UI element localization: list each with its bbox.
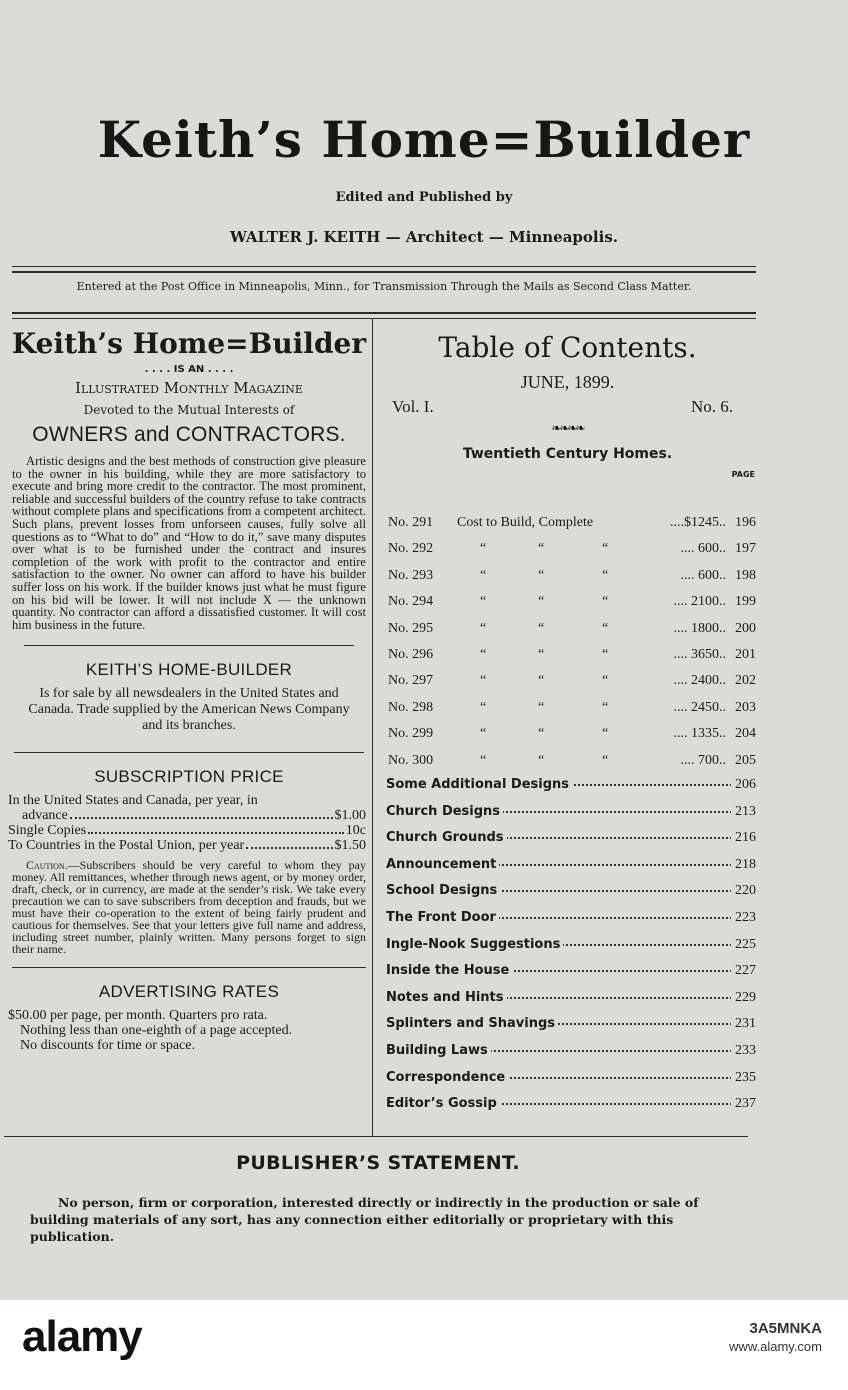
toc-entry-page: 218	[731, 857, 756, 873]
column-divider	[372, 318, 373, 1136]
ditto-mark: “	[602, 541, 609, 557]
ditto-mark: “	[480, 699, 487, 715]
toc-entry-page: 225	[731, 937, 756, 953]
toc-entry-page: 235	[731, 1070, 756, 1086]
ditto-mark: “	[480, 541, 487, 557]
ditto-mark: “	[538, 647, 545, 662]
page-label: PAGE	[731, 470, 755, 479]
toc-entries-list	[380, 777, 756, 1127]
home-number: No. 295	[388, 620, 434, 636]
toc-home-row	[388, 700, 756, 724]
ditto-mark: “	[602, 567, 609, 583]
publisher-heading: PUBLISHER’S STATEMENT.	[236, 1152, 520, 1174]
home-number: No. 300	[388, 752, 434, 768]
home-price: .... 2100..	[673, 594, 726, 610]
home-price: ....$1245..	[670, 515, 726, 530]
sub-single-row	[8, 823, 366, 838]
toc-entry-page: 231	[731, 1016, 756, 1032]
toc-heading: Table of Contents.	[438, 331, 697, 364]
masthead-title: Keith’s Home=Builder	[97, 110, 751, 169]
ditto-mark: “	[538, 567, 545, 583]
ditto-mark: “	[480, 752, 487, 768]
is-an-line: . . . . IS AN . . . .	[144, 364, 234, 375]
home-price: .... 1800..	[673, 620, 726, 636]
home-price-value: 2450	[691, 699, 719, 715]
ditto-mark: “	[480, 594, 487, 610]
dot-leader	[70, 808, 333, 819]
sub-foreign-price: $1.50	[334, 838, 366, 854]
toc-home-row	[388, 515, 756, 539]
toc-entry-row	[386, 1016, 756, 1040]
ditto-mark: “	[480, 726, 487, 742]
left-rule-3	[12, 967, 366, 968]
footer-info	[729, 1320, 822, 1356]
left-heading: Keith’s Home=Builder	[11, 327, 367, 360]
entry-notice: Entered at the Post Office in Minneapolis, Minn., for Transmission Through the Mails as Second Class Matter.	[76, 280, 692, 293]
ditto-mark: “	[602, 594, 609, 610]
toc-no: No. 6.	[690, 397, 733, 416]
ditto-mark: “	[538, 726, 545, 742]
intro-paragraph: Artistic designs and the best methods of construction give pleasure to the owner in his building, while they are more satisfactory to execute and bring more credit to the contractor. The most prominent, reliable and successful builders of the country refuse to take contracts without complete plans and specifications from a competent architect. Such plans, prevent losses from unforseen causes, fully solve all questions as to “What to do” and “How to do it,” save many disputes over what is to be furnished under the contract and insures completion of the work with profit to the contractor and entire satisfaction to the owner. No owner can afford to have his builder suffer loss on his work. If the builder knows just what he must figure on his bid will be lower. It will not include X — the unknown quantity. No contractor can afford a dissatisfied customer. It will cost him business in the future.	[12, 454, 366, 632]
toc-column	[380, 325, 755, 1125]
adv-line-3: No discounts for time or space.	[20, 1038, 195, 1054]
subscription-block	[8, 793, 370, 853]
devoted-line: Devoted to the Mutual Interests of	[83, 403, 295, 417]
home-description: Cost to Build, Complete	[457, 515, 594, 530]
home-price: .... 2400..	[673, 673, 726, 689]
ditto-mark: “	[538, 541, 545, 557]
ditto-mark: “	[480, 567, 487, 583]
home-page: 197	[735, 541, 756, 557]
toc-entry-page: 206	[731, 777, 756, 793]
publisher-text: No person, firm or corporation, interested directly or indirectly in the production or sale of building materials of any sort, has any connection either editorially or proprietary with this publication.	[30, 1195, 699, 1244]
toc-entry-label: Church Designs	[386, 804, 503, 819]
homes-list	[380, 515, 756, 775]
toc-entry-page: 227	[731, 963, 756, 979]
ditto-mark: “	[602, 620, 609, 636]
toc-home-row	[388, 647, 756, 671]
home-price-value: 1335	[691, 726, 719, 742]
bottom-rule	[4, 1136, 748, 1137]
toc-home-row	[388, 726, 756, 750]
magazine-line: Illustrated Monthly Magazine	[75, 379, 303, 397]
home-price: .... 2450..	[673, 699, 726, 715]
sub-advance-row	[8, 808, 366, 823]
toc-entry-row	[386, 883, 756, 907]
left-rule-1	[24, 645, 354, 646]
toc-entry-label: Editor’s Gossip	[386, 1096, 500, 1111]
toc-home-row	[388, 568, 756, 592]
toc-entry-page: 213	[731, 804, 756, 820]
home-price-value: 2400	[691, 673, 719, 689]
ditto-mark: “	[538, 620, 545, 636]
caution-text: —Subscribers should be very careful to whom they pay money. All remittances, whether through news agent, or by money order, draft, check, or in currency, are made at the sender’s risk. We take every precaution we can to save subscribers from deception and frauds, but we must have their co-operation to the extent of being fairly prudent and cautious for themselves. See that your letters give full name and address, including street number, plainly written. Many persons forget to sign their name.	[12, 858, 366, 957]
home-price: .... 600..	[680, 567, 726, 583]
toc-home-row	[388, 594, 756, 618]
toc-entry-label: Announcement	[386, 857, 499, 872]
sub-advance-price: $1.00	[334, 808, 366, 824]
home-number: No. 293	[388, 567, 434, 583]
toc-home-row	[388, 673, 756, 697]
vol-row	[380, 397, 755, 419]
home-price-value: $1245	[684, 515, 719, 530]
toc-vol: Vol. I.	[392, 397, 434, 416]
ditto-mark: “	[480, 647, 487, 662]
home-number: No. 296	[388, 647, 434, 662]
edited-by-line: Edited and Published by	[335, 190, 513, 205]
toc-ornament: ❧❧❧❧	[551, 421, 584, 435]
sub-single-label: Single Copies	[8, 823, 87, 839]
toc-entry-row	[386, 830, 756, 854]
toc-entry-label: School Designs	[386, 883, 500, 898]
home-page: 201	[735, 647, 756, 662]
toc-entry-label: Church Grounds	[386, 830, 507, 845]
toc-entry-row	[386, 1096, 756, 1120]
ditto-mark: “	[480, 673, 487, 689]
toc-entry-label: Inside the House	[386, 963, 512, 978]
toc-home-row	[388, 621, 756, 645]
advertising-heading: ADVERTISING RATES	[98, 982, 280, 1002]
home-page: 203	[735, 699, 756, 715]
toc-date: JUNE, 1899.	[520, 372, 615, 392]
ditto-mark: “	[602, 699, 609, 715]
toc-home-row	[388, 541, 756, 565]
masthead-rule-bottom	[12, 312, 756, 314]
toc-entry-row	[386, 804, 756, 828]
home-price-value: 600	[698, 541, 719, 557]
home-number: No. 294	[388, 594, 434, 610]
home-page: 200	[735, 620, 756, 636]
toc-entry-label: Splinters and Shavings	[386, 1016, 558, 1031]
ditto-mark: “	[480, 620, 487, 636]
sub-foreign-row	[8, 838, 366, 853]
home-price-value: 3650	[691, 647, 719, 662]
adv-line-1: $50.00 per page, per month. Quarters pro rata.	[8, 1008, 268, 1024]
home-price: .... 700..	[680, 752, 726, 768]
home-price: .... 1335..	[673, 726, 726, 742]
left-column	[8, 325, 370, 1053]
sale-text: Is for sale by all newsdealers in the United States and Canada. Trade supplied by the American News Company and its branches.	[28, 686, 350, 734]
ditto-mark: “	[602, 726, 609, 742]
toc-entry-row	[386, 937, 756, 961]
home-number: No. 291	[388, 515, 434, 530]
masthead-rule-bottom-2	[12, 318, 756, 319]
image-id: 3A5MNKA	[749, 1320, 822, 1337]
dot-leader	[88, 823, 344, 834]
ditto-mark: “	[602, 673, 609, 689]
toc-entry-page: 220	[731, 883, 756, 899]
adv-line-2: Nothing less than one-eighth of a page accepted.	[20, 1023, 293, 1039]
home-page: 204	[735, 726, 756, 742]
toc-entry-label: Notes and Hints	[386, 990, 507, 1005]
home-number: No. 292	[388, 541, 434, 557]
caution-label: Caution.	[26, 858, 68, 873]
home-price-value: 700	[698, 752, 719, 768]
home-price-value: 600	[698, 567, 719, 583]
owners-line: OWNERS and CONTRACTORS.	[32, 423, 346, 446]
toc-entry-row	[386, 1070, 756, 1094]
toc-entry-label: Correspondence	[386, 1070, 508, 1085]
sub-single-price: 10c	[345, 823, 366, 839]
subscription-heading: SUBSCRIPTION PRICE	[94, 767, 284, 787]
sub-foreign-label: To Countries in the Postal Union, per year	[8, 838, 245, 854]
masthead-rule-top-2	[12, 271, 756, 273]
ditto-mark: “	[538, 594, 545, 610]
masthead-rule-top	[12, 266, 756, 267]
ditto-mark: “	[538, 699, 545, 715]
home-number: No. 299	[388, 726, 434, 742]
editor-line: WALTER J. KEITH — Architect — Minneapolis.	[230, 228, 618, 246]
sub-line-1: In the United States and Canada, per year, in	[8, 793, 258, 809]
home-price-value: 2100	[691, 594, 719, 610]
home-page: 198	[735, 567, 756, 583]
dot-leader	[246, 838, 332, 849]
toc-entry-row	[386, 857, 756, 881]
home-price: .... 3650..	[673, 647, 726, 662]
stock-footer	[0, 1300, 848, 1390]
sub-advance-label: advance	[22, 808, 68, 824]
toc-entry-row	[386, 990, 756, 1014]
sale-heading: KEITH’S HOME-BUILDER	[85, 660, 293, 680]
toc-entry-page: 216	[731, 830, 756, 846]
toc-entry-label: Building Laws	[386, 1043, 491, 1058]
caution-paragraph	[8, 859, 370, 955]
toc-entry-row	[386, 1043, 756, 1067]
ditto-mark: “	[538, 673, 545, 689]
toc-home-row	[388, 753, 756, 777]
home-page: 199	[735, 594, 756, 610]
toc-entry-row	[386, 910, 756, 934]
toc-entry-label: Ingle-Nook Suggestions	[386, 937, 563, 952]
advertising-block	[8, 1008, 370, 1053]
toc-entry-row	[386, 963, 756, 987]
toc-entry-label: The Front Door	[386, 910, 499, 925]
home-price-value: 1800	[691, 620, 719, 636]
home-number: No. 298	[388, 699, 434, 715]
home-page: 202	[735, 673, 756, 689]
left-rule-2	[14, 752, 364, 753]
toc-entry-page: 229	[731, 990, 756, 1006]
ditto-mark: “	[602, 647, 609, 662]
ditto-mark: “	[602, 752, 609, 768]
alamy-logo: alamy	[22, 1312, 142, 1361]
toc-entry-page: 233	[731, 1043, 756, 1059]
home-page: 205	[735, 752, 756, 768]
toc-entry-page: 223	[731, 910, 756, 926]
home-price: .... 600..	[680, 541, 726, 557]
toc-entry-page: 237	[731, 1096, 756, 1112]
ditto-mark: “	[538, 752, 545, 768]
toc-entry-row	[386, 777, 756, 801]
home-number: No. 297	[388, 673, 434, 689]
toc-section-heading: Twentieth Century Homes.	[462, 446, 673, 462]
toc-entry-label: Some Additional Designs	[386, 777, 572, 792]
home-page: 196	[735, 515, 756, 530]
site-url: www.alamy.com	[729, 1339, 822, 1354]
